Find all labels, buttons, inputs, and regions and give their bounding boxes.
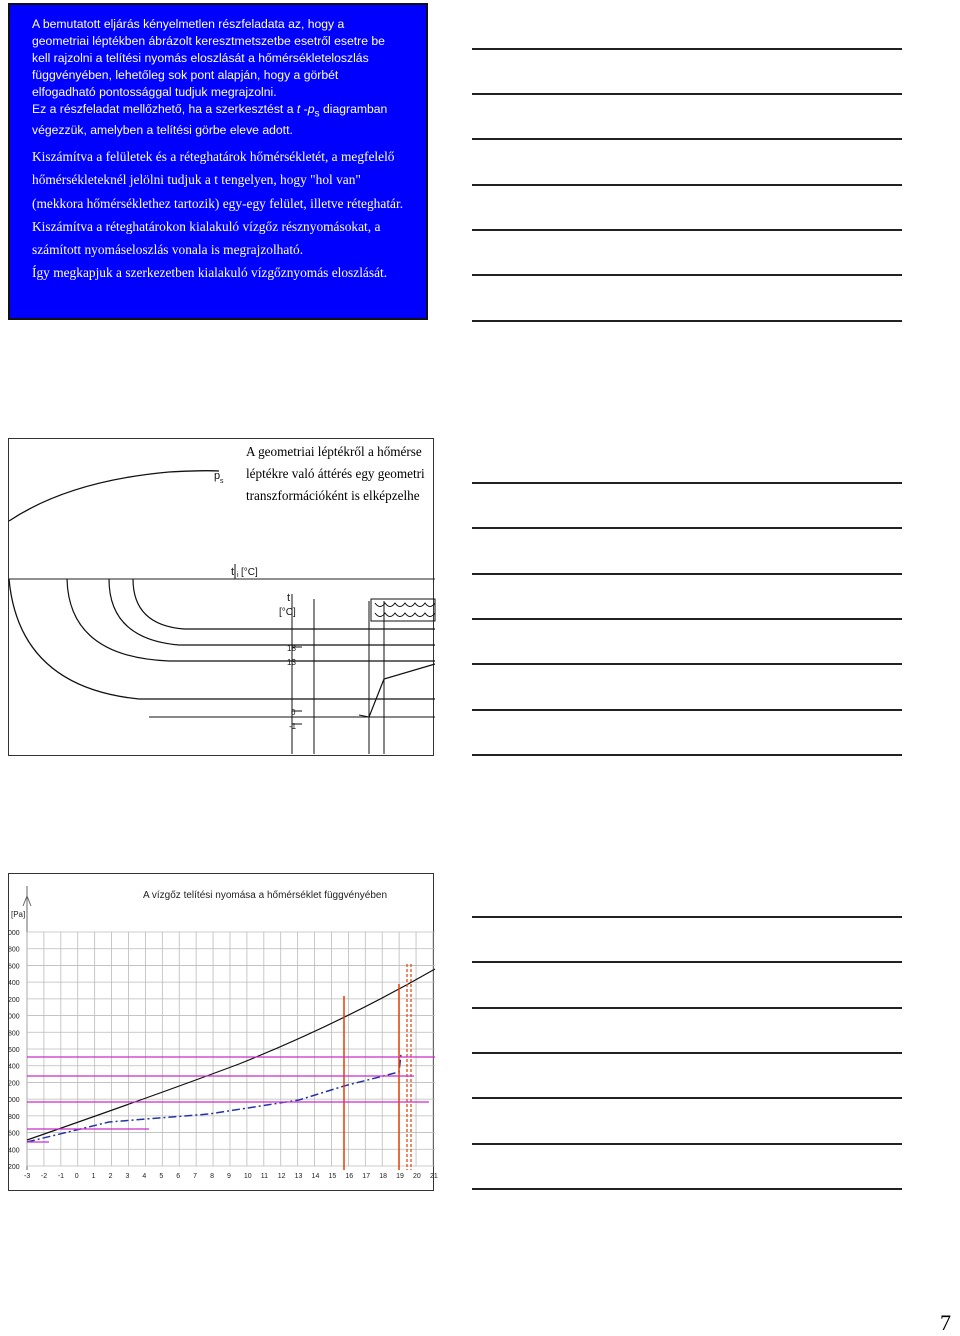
y-tick-label: 200: [8, 996, 20, 1004]
x-tick-label: 19: [396, 1173, 404, 1180]
note-line: [472, 1097, 902, 1099]
x-tick-label: 2: [108, 1173, 113, 1180]
text-line: hőmérsékleteknél jelölni tudjuk a t tengelyen, hogy "hol van": [32, 172, 361, 188]
note-line: [472, 618, 902, 620]
slide-2: [8, 438, 434, 756]
text-line: Kiszámítva a felületek és a réteghatárok hőmérsékletét, a megfelelő: [32, 149, 395, 164]
x-tick-label: 9: [226, 1173, 231, 1180]
x-tick-label: 21: [429, 1173, 438, 1180]
y-tick-label: 200: [8, 1164, 20, 1171]
x-tick-label: 17: [362, 1173, 371, 1180]
y-tick-label: 600: [8, 1130, 20, 1138]
slide-1: [8, 3, 428, 320]
x-tick-label: 20: [413, 1173, 421, 1180]
p-symbol: p: [307, 102, 315, 116]
x-tick-label: -2: [40, 1173, 48, 1180]
text-line: transzformációként is elképzelhe: [246, 488, 420, 503]
text-line: számított nyomáseloszlás vonala is megrajzolható.: [32, 242, 304, 258]
y-tick-label: 000: [8, 930, 20, 937]
note-line: [472, 573, 902, 575]
x-tick-label: 15: [328, 1173, 337, 1180]
svg-text:[°C]: [°C]: [241, 567, 258, 578]
slide-1-paragraph-2: [32, 145, 430, 285]
slide-3-chart: [8, 874, 438, 1192]
chart-title: A vízgőz telítési nyomása a hőmérséklet függvényében: [143, 890, 388, 901]
y-tick-label: 600: [8, 1047, 20, 1054]
text-line: elfogadható pontossággal tudjuk megrajzolni.: [32, 85, 277, 99]
note-line: [472, 1188, 902, 1190]
note-line: [472, 1007, 902, 1009]
x-tick-label: 3: [125, 1173, 130, 1180]
x-tick-label: -1: [57, 1173, 65, 1180]
y-tick-label: 800: [8, 1113, 20, 1121]
x-tick-label: 12: [277, 1173, 286, 1180]
note-line: [472, 482, 902, 484]
x-tick-label: 8: [210, 1173, 214, 1180]
svg-text:t: t: [287, 592, 291, 604]
note-line: [472, 916, 902, 918]
note-line: [472, 1143, 902, 1145]
note-line: [472, 138, 902, 140]
svg-text:13: 13: [287, 658, 296, 667]
x-tick-label: 1: [91, 1173, 96, 1180]
x-tick-label: 10: [243, 1173, 252, 1180]
note-line: [472, 754, 902, 756]
text-fragment: diagramban: [319, 102, 388, 116]
x-tick-label: 5: [159, 1173, 164, 1180]
text-line: kell rajzolni a telítési nyomás eloszlását a hőmérsékleteloszlás: [32, 51, 369, 65]
x-tick-label: 7: [193, 1173, 198, 1180]
svg-text:i: i: [237, 572, 239, 579]
text-line: A bemutatott eljárás kényelmetlen részfeladata az, hogy a: [32, 17, 345, 31]
x-tick-label: 4: [142, 1173, 147, 1180]
y-tick-label: 200: [8, 1080, 20, 1088]
text-fragment: -: [300, 102, 308, 116]
text-line: (mekkora hőmérséklethez tartozik) egy-egy felület, illetve réteghatár.: [32, 195, 404, 211]
text-line: A geometriai léptékről a hőmérse: [246, 444, 422, 459]
y-tick-label: 000: [8, 1013, 20, 1021]
x-tick-label: 13: [294, 1173, 303, 1180]
note-line: [472, 1052, 902, 1054]
svg-text:t: t: [231, 566, 235, 578]
x-tick-label: 0: [74, 1173, 79, 1180]
slide-2-text: [246, 441, 446, 507]
note-line: [472, 93, 902, 95]
y-tick-label: 400: [8, 1063, 20, 1071]
note-line: [472, 229, 902, 231]
y-tick-label: 000: [8, 1097, 20, 1105]
note-line: [472, 320, 902, 322]
y-tick-label: 400: [8, 1147, 20, 1155]
svg-text:0: 0: [291, 708, 296, 717]
y-unit: [Pa]: [11, 910, 26, 919]
svg-text:s: s: [220, 478, 224, 485]
svg-text:18: 18: [287, 644, 296, 653]
x-tick-label: 11: [260, 1173, 269, 1180]
text-line: Ez a részfeladat mellőzhető, ha a szerkesztést a: [32, 102, 297, 116]
text-line: léptékre való áttérés egy geometri: [246, 466, 425, 481]
y-tick-label: 400: [8, 980, 20, 988]
text-line: Így megkapjuk a szerkezetben kialakuló vízgőznyomás eloszlását.: [32, 265, 388, 281]
x-tick-label: 16: [345, 1173, 354, 1180]
x-tick-label: 6: [176, 1173, 181, 1180]
t-symbol: t: [296, 102, 301, 116]
page-number: 7: [940, 1310, 951, 1335]
slide-3: [8, 873, 438, 1191]
y-tick-label: 800: [8, 946, 20, 954]
note-line: [472, 527, 902, 529]
text-line: függvényében, lehetőleg sok pont alapján, hogy a görbét: [32, 68, 339, 82]
svg-text:-1: -1: [289, 722, 297, 731]
slide-1-paragraph-1: [32, 16, 424, 139]
note-line: [472, 48, 902, 50]
svg-text:[°C]: [°C]: [279, 607, 296, 618]
text-line: Kiszámítva a réteghatárokon kialakuló vízgőz résznyomásokat, a: [32, 218, 381, 234]
svg-text:p: p: [214, 470, 221, 482]
note-line: [472, 274, 902, 276]
x-tick-label: 14: [311, 1173, 320, 1180]
note-line: [472, 961, 902, 963]
note-line: [472, 709, 902, 711]
text-line: végezzük, amelyben a telítési görbe eleve adott.: [32, 123, 293, 138]
y-tick-label: 600: [8, 963, 20, 971]
text-line: geometriai léptékben ábrázolt keresztmetszetbe esetről esetre be: [32, 34, 385, 48]
note-line: [472, 184, 902, 186]
s-subscript: s: [314, 108, 320, 120]
note-line: [472, 663, 902, 665]
x-tick-label: 18: [379, 1173, 388, 1180]
x-tick-label: -3: [24, 1173, 31, 1180]
y-tick-label: 800: [8, 1030, 20, 1038]
